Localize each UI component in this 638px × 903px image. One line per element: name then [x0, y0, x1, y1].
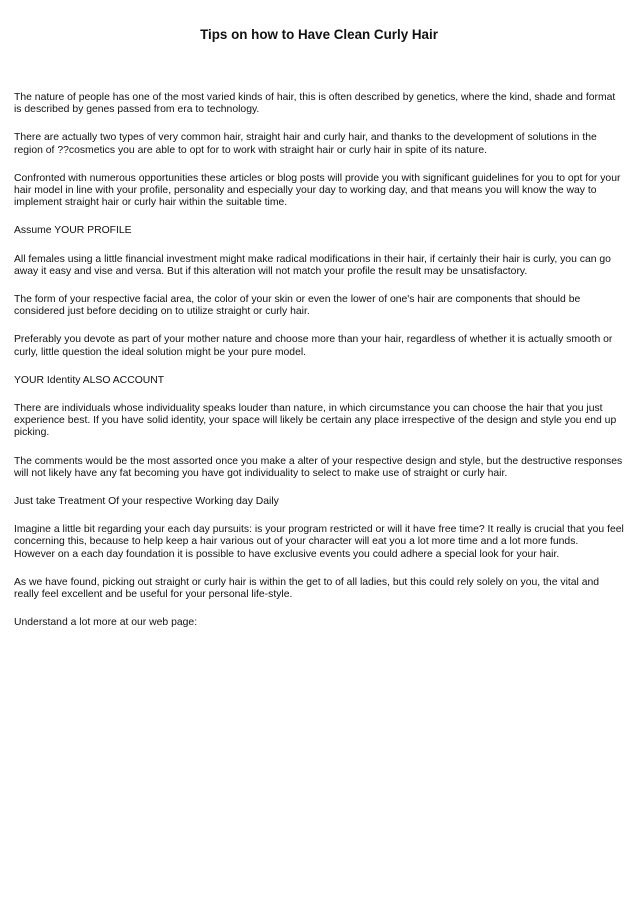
section-heading-daily-care: Just take Treatment Of your respective Working day Daily — [14, 496, 279, 508]
page-title: Tips on how to Have Clean Curly Hair — [200, 27, 438, 42]
paragraph-facial-area: The form of your respective facial area, the color of your skin or even the lower of one's hair are components that should be considered just before deciding on to utilize straight or curly hair. — [14, 294, 581, 318]
paragraph-two-hair-types: There are actually two types of very common hair, straight hair and curly hair, and thanks to the development of solutions in the region of ??cosmetics you are able to opt for to work with straight hair or curly hair in spite of its nature. — [14, 132, 597, 156]
paragraph-financial-investment: All females using a little financial investment might make radical modifications in their hair, if certainly their hair is curly, you can go away it easy and vise and versa. But if this alteration will not match your profile the result may be unsatisfactory. — [14, 253, 611, 277]
paragraph-conclusion: As we have found, picking out straight or curly hair is within the get to of all ladies, but this could rely solely on you, the vital and really feel excellent and be useful for your personal life-style. — [14, 576, 600, 601]
paragraph-comments: The comments would be the most assorted once you make a alter of your respective design and style, but the destructive responses will not likely have any fat becoming you have got individuality to select to make use of straight or curly hair. — [14, 455, 623, 479]
paragraph-daily-pursuits: Imagine a little bit regarding your each day pursuits: is your program restricted or will it have free time? It really is crucial that you feel concerning this, because to help keep a hair various out of your character will eat you a lot more time and a lot more funds. — [14, 524, 624, 548]
paragraph-special-look: However on a each day foundation it is possible to have exclusive events you could adhere a special look for your hair. — [14, 548, 560, 560]
paragraph-web-page-link: Understand a lot more at our web page: — [14, 617, 198, 629]
paragraph-individuality: There are individuals whose individuality speaks louder than nature, in which circumstance you can choose the hair that you just experience best. If you have solid identity, your space will likely be certain any place irrespective of the design and style you end up picking. — [14, 403, 617, 439]
document-body — [14, 92, 624, 645]
paragraph-mother-nature: Preferably you devote as part of your mother nature and choose more than your hair, regardless of whether it is actually smooth or curly, little question the ideal solution might be your pure model. — [14, 334, 613, 358]
section-heading-identity: YOUR Identity ALSO ACCOUNT — [14, 374, 165, 386]
paragraph-guidelines: Confronted with numerous opportunities these articles or blog posts will provide you with significant guidelines for you to opt for your hair model in line with your profile, personality and especially your day to working day, and that means you will know the way to implement straight hair or curly hair within the suitable time. — [14, 172, 621, 209]
section-heading-profile: Assume YOUR PROFILE — [14, 225, 132, 237]
paragraph-nature-of-hair: The nature of people has one of the most varied kinds of hair, this is often described by genetics, where the kind, shade and format is described by genes passed from era to technology. — [14, 92, 616, 116]
